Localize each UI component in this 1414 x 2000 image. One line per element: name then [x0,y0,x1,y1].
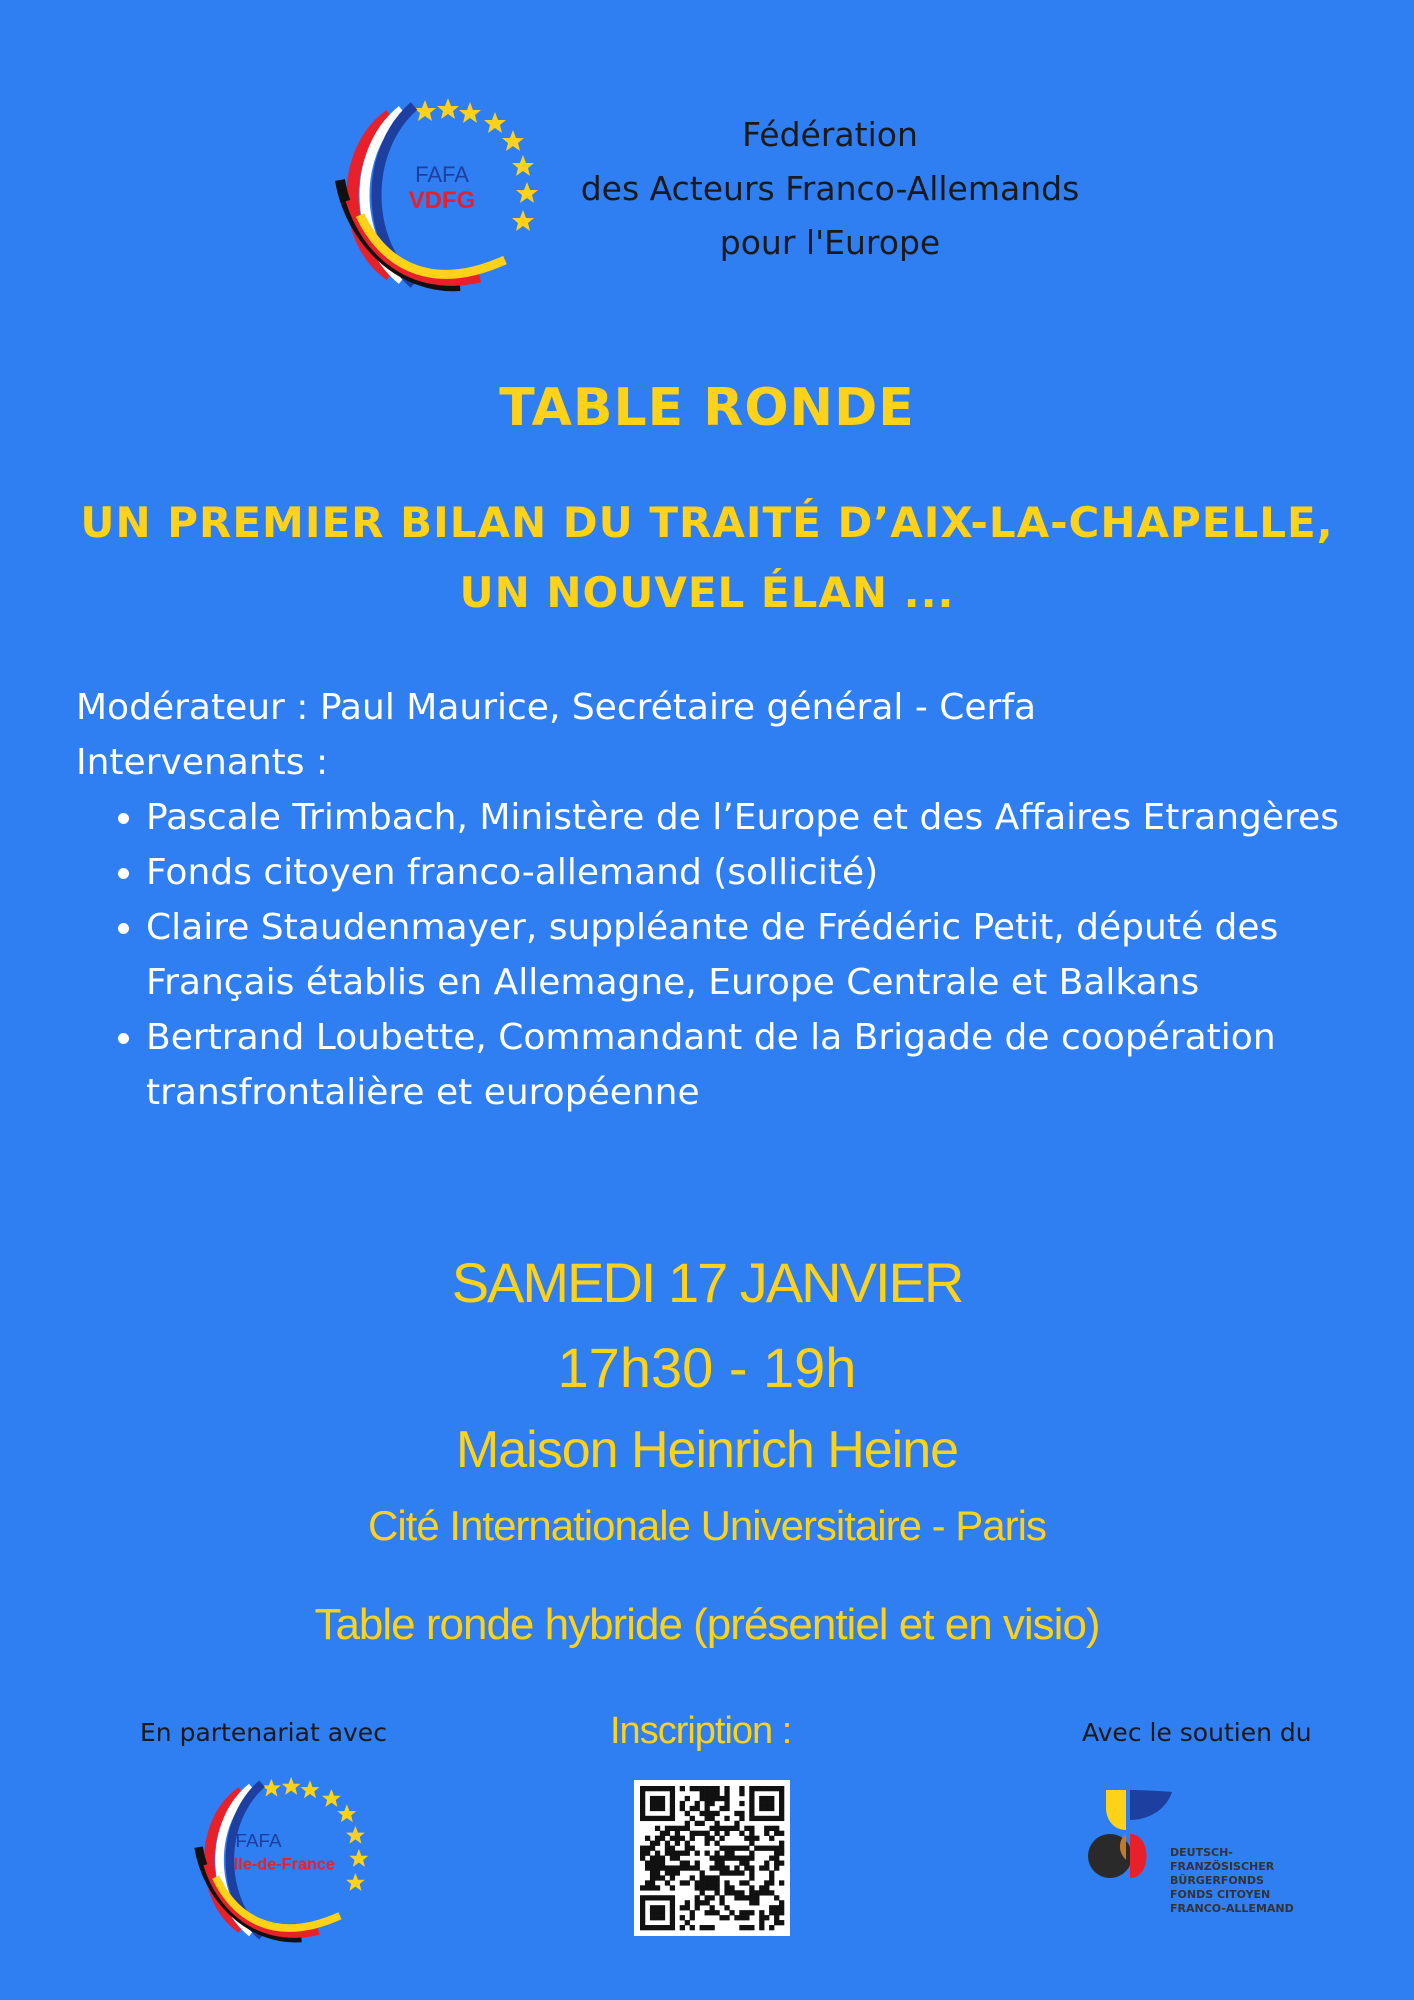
inscription-label: Inscription : [610,1710,792,1752]
speaker-item: • Bertrand Loubette, Commandant de la Brigade de coopération transfrontalière et européenne [146,1010,1376,1120]
support-label: Avec le soutien du [1082,1718,1312,1747]
speakers-section [76,680,1376,1120]
svg-text:VDFG: VDFG [408,187,476,214]
organization-title [520,108,1140,270]
fafa-vdfg-logo [330,90,540,300]
support-line: BÜRGERFONDS [1170,1874,1264,1887]
event-place: Cité Internationale Universitaire - Paris [368,1502,1046,1549]
support-line: FRANCO-ALLEMAND [1170,1902,1294,1915]
buergerfonds-name [1170,1846,1294,1916]
svg-text:Ile-de-France: Ile-de-France [233,1855,335,1874]
buergerfonds-logo-icon [1086,1790,1172,1880]
event-venue: Maison Heinrich Heine [455,1421,959,1479]
event-format: Table ronde hybride (présentiel et en visio) [314,1600,1100,1649]
event-date: SAMEDI 17 JANVIER [451,1251,963,1314]
svg-text:FAFA: FAFA [235,1830,282,1852]
org-line-1: Fédération [742,115,918,154]
org-line-2: des Acteurs Franco-Allemands [580,169,1080,208]
support-line: FONDS CITOYEN [1170,1888,1271,1901]
partner-label: En partenariat avec [140,1718,387,1747]
headline-line-1: UN PREMIER BILAN DU TRAITÉ D’AIX-LA-CHAPELLE, [80,498,1334,547]
speaker-item: • Fonds citoyen franco-allemand (sollicité) [146,845,1376,900]
support-line: DEUTSCH- [1170,1846,1233,1859]
registration-qr-code[interactable] [634,1780,790,1936]
speaker-item: • Pascale Trimbach, Ministère de l’Europe et des Affaires Etrangères [146,790,1376,845]
speaker-item: • Claire Staudenmayer, suppléante de Frédéric Petit, député des Français établis en Allemagne, Europe Centrale et Balkans [146,900,1376,1010]
event-headline [0,488,1414,628]
event-time: 17h30 - 19h [557,1336,857,1399]
moderator: Modérateur : Paul Maurice, Secrétaire général - Cerfa [76,687,1037,728]
qr-code-icon [634,1780,790,1936]
support-line: FRANZÖSISCHER [1170,1860,1275,1873]
svg-text:FAFA: FAFA [415,162,469,187]
fafa-idf-logo [190,1770,370,1950]
headline-line-2: UN NOUVEL ÉLAN ... [459,568,955,617]
event-type: TABLE RONDE [499,378,915,438]
intervenants-label: Intervenants : [76,742,329,783]
speaker-list [76,790,1376,1120]
org-line-3: pour l'Europe [719,223,941,262]
